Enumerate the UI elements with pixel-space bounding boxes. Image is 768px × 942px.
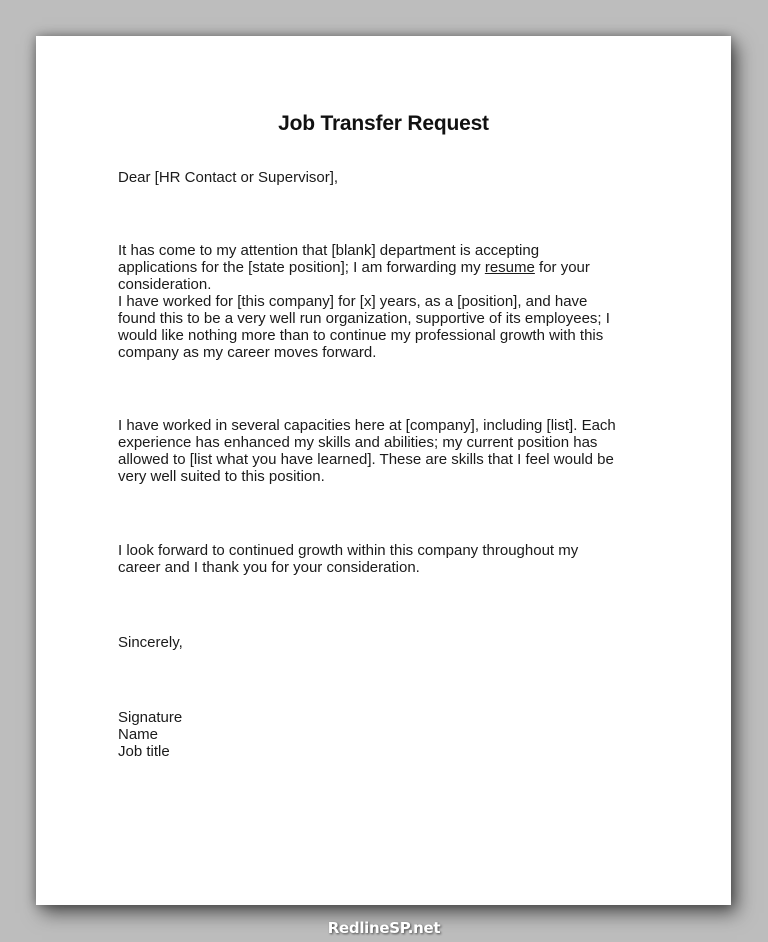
paragraph-1-line: I have worked for [this company] for [x] years, as a [position], and have xyxy=(118,293,588,310)
paragraph-3-line: career and I thank you for your consideration. xyxy=(118,559,420,576)
closing: Sincerely, xyxy=(118,634,183,651)
paragraph-1-line: would like nothing more than to continue my professional growth with this xyxy=(118,327,604,344)
watermark: RedlineSP.net xyxy=(327,919,441,937)
paragraph-1-line: company as my career moves forward. xyxy=(118,344,377,361)
job-title-line: Job title xyxy=(118,743,170,760)
paragraph-1-line: found this to be a very well run organization, supportive of its employees; I xyxy=(118,310,610,327)
text-span: for your xyxy=(534,259,590,276)
paragraph-2-line: very well suited to this position. xyxy=(118,468,325,485)
paragraph-2-line: experience has enhanced my skills and abilities; my current position has xyxy=(118,434,598,451)
paragraph-1-line: It has come to my attention that [blank] department is accepting xyxy=(118,242,540,259)
text-span: applications for the [state position]; I am forwarding my xyxy=(118,259,485,276)
paragraph-2-line: I have worked in several capacities here at [company], including [list]. Each xyxy=(118,417,616,434)
paragraph-1-line xyxy=(118,259,678,276)
resume-link[interactable]: resume xyxy=(484,259,535,276)
paragraph-1 xyxy=(118,242,678,361)
paragraph-1-line: consideration. xyxy=(118,276,212,293)
signature-line: Signature xyxy=(118,709,183,726)
salutation: Dear [HR Contact or Supervisor], xyxy=(118,169,339,186)
name-line: Name xyxy=(118,726,159,743)
paragraph-2-line: allowed to [list what you have learned]. These are skills that I feel would be xyxy=(118,451,614,468)
paragraph-3 xyxy=(118,542,678,576)
paragraph-3-line: I look forward to continued growth within this company throughout my xyxy=(118,542,579,559)
letter-page xyxy=(36,36,731,905)
paragraph-2 xyxy=(118,417,678,485)
document-title: Job Transfer Request xyxy=(278,112,489,135)
signature-block xyxy=(118,709,678,760)
